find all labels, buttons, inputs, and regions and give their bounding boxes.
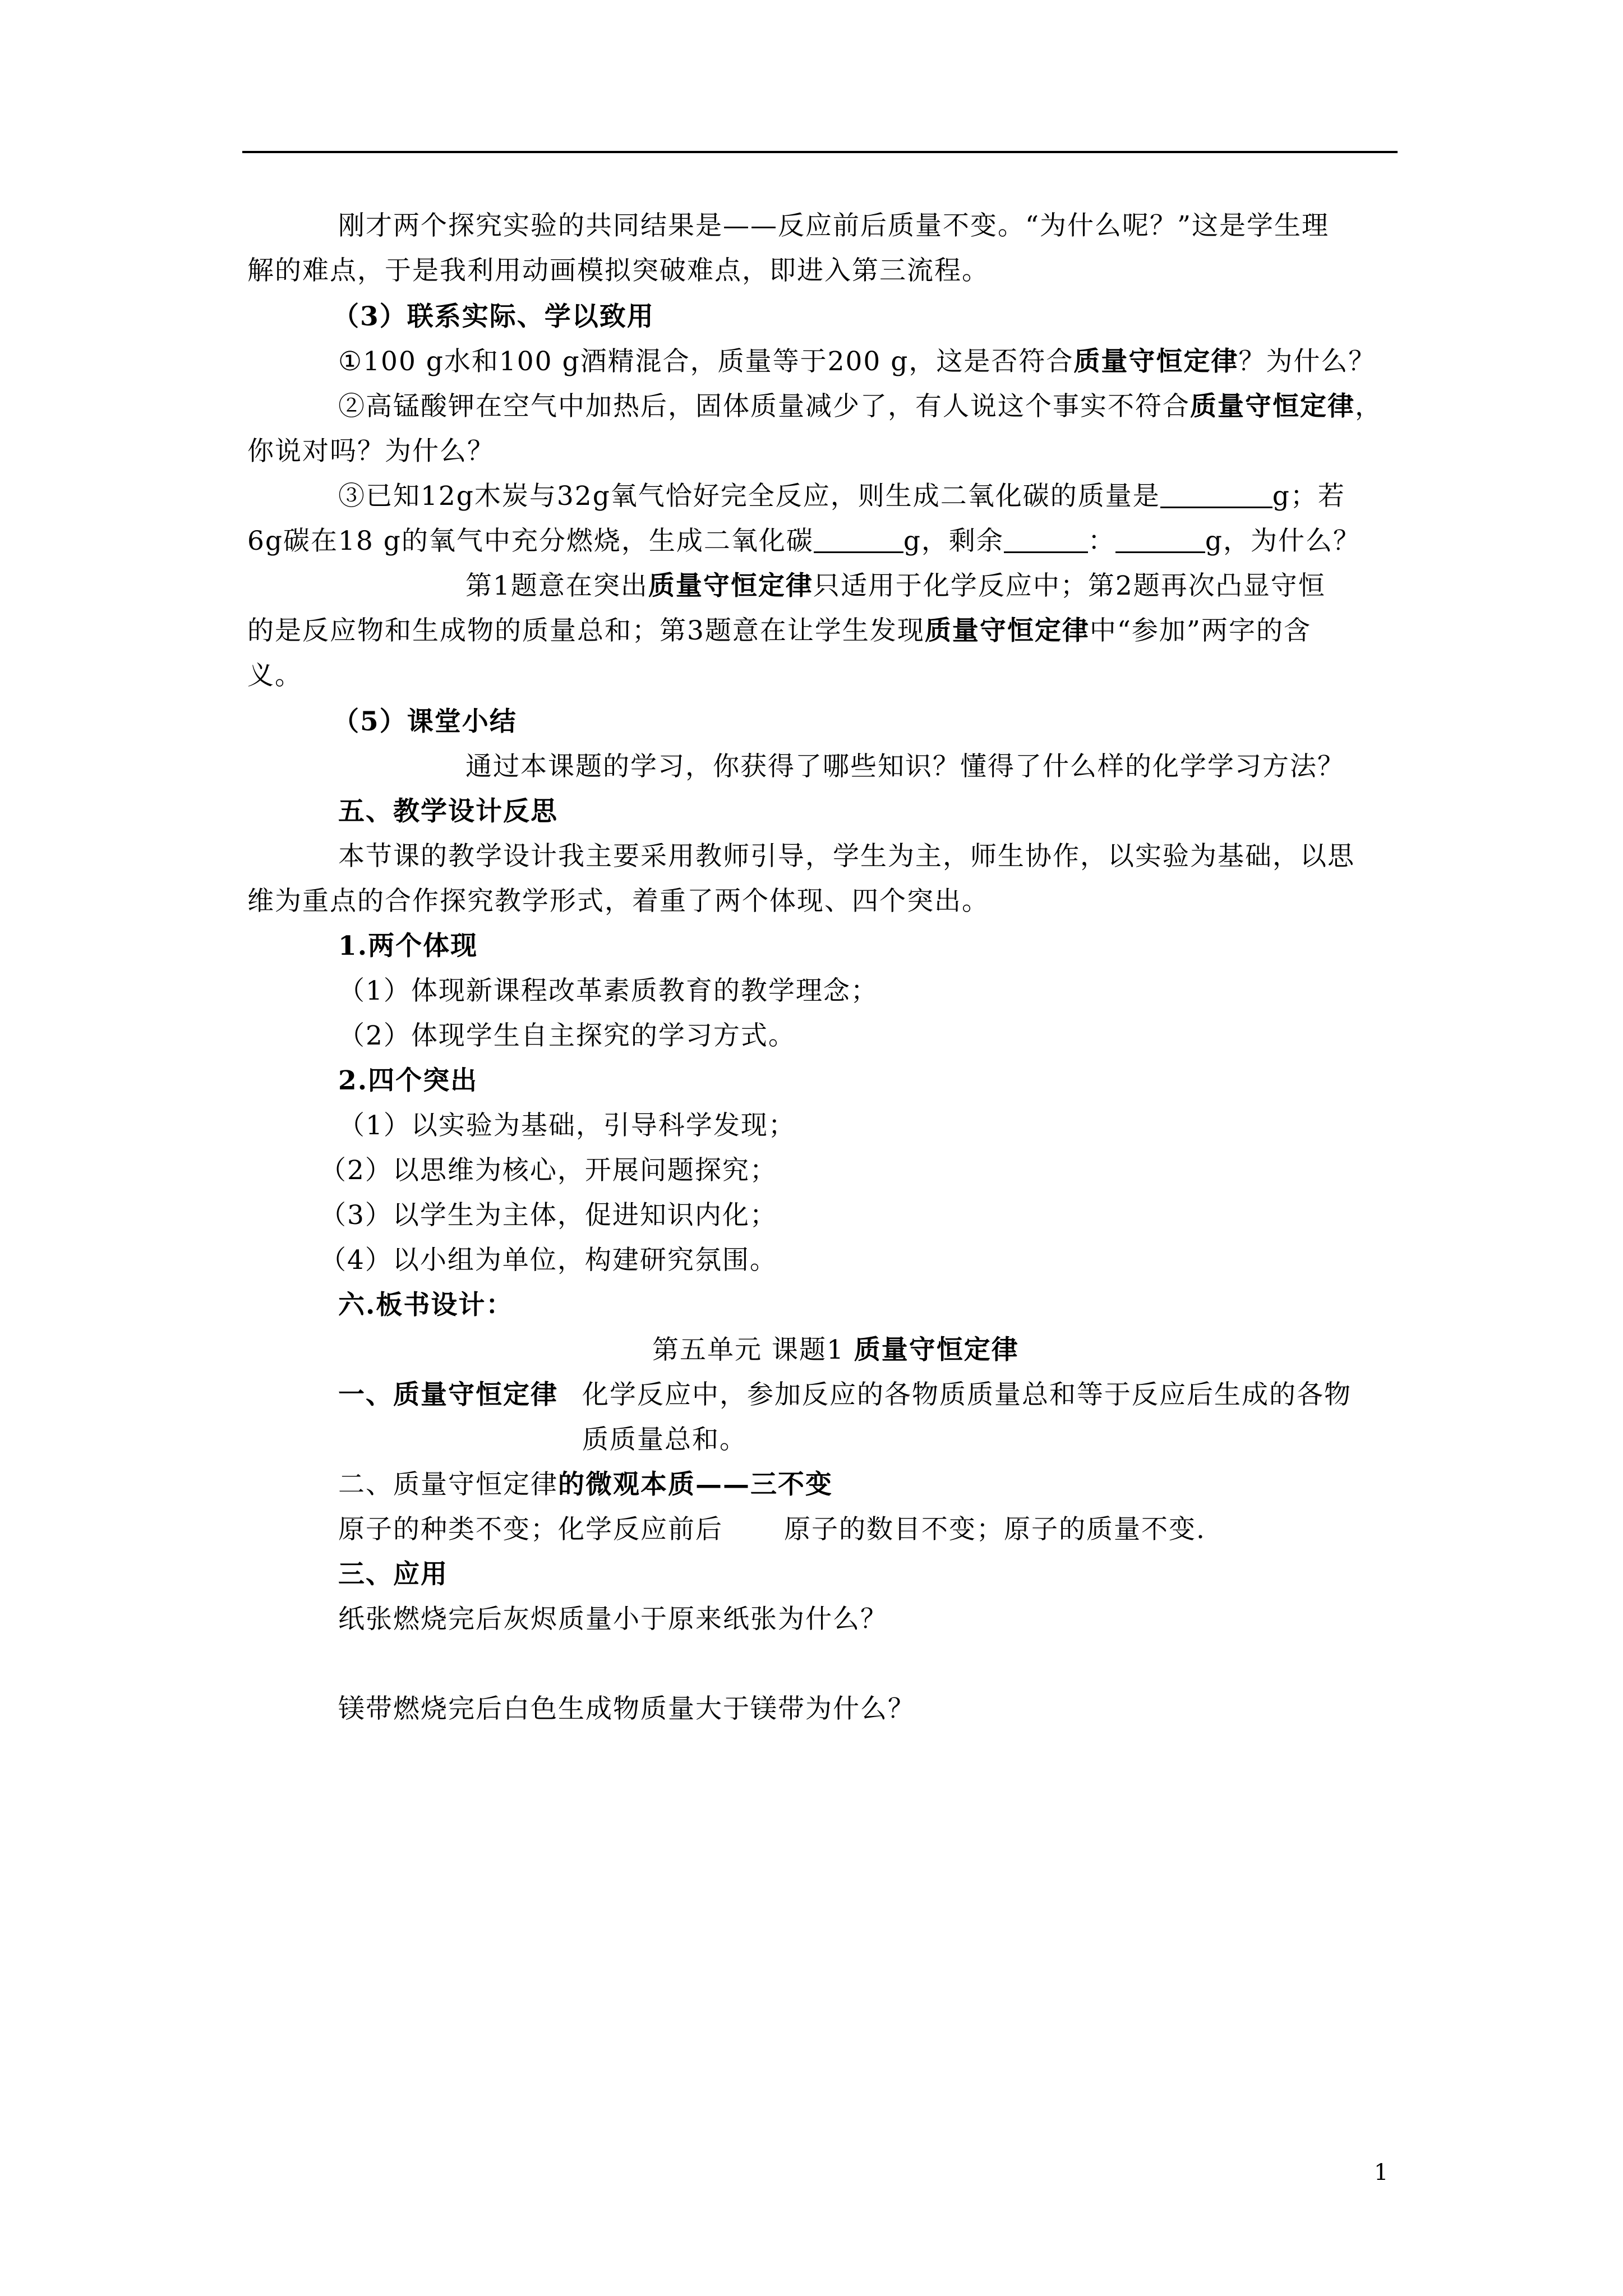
note-line — [247, 615, 1311, 647]
question-1 — [338, 346, 1376, 378]
board-title — [652, 1335, 1019, 1366]
section-heading: （3）联系实际、学以致用 — [333, 301, 654, 332]
question-3 — [338, 481, 1345, 512]
key-term: 质量守恒定律 — [924, 615, 1090, 646]
question-text: g；若 — [1272, 481, 1345, 512]
section-heading: （5）课堂小结 — [333, 706, 517, 737]
board-row-text: 质质量总和。 — [582, 1424, 747, 1455]
note-text: 第1题意在突出 — [465, 570, 648, 601]
question-text: ③已知12g木炭与32g氧气恰好完全反应，则生成二氧化碳的质量是 — [338, 481, 1160, 512]
board-row-text: 二、质量守恒定律 — [338, 1469, 558, 1500]
key-term: 质量守恒定律 — [648, 570, 813, 601]
answer-blank — [814, 529, 903, 553]
key-term: 质量守恒定律 — [1073, 346, 1239, 377]
list-item: （2）体现学生自主探究的学习方式。 — [338, 1020, 796, 1051]
board-row-text: 纸张燃烧完后灰烬质量小于原来纸张为什么？ — [338, 1604, 888, 1635]
question-text: ： — [1087, 526, 1115, 556]
list-item: （4）以小组为单位，构建研究氛围。 — [320, 1245, 777, 1276]
paragraph-line: 维为重点的合作探究教学形式，着重了两个体现、四个突出。 — [247, 886, 989, 917]
question-text: ， — [1355, 391, 1382, 422]
paragraph-line: 解的难点，于是我利用动画模拟突破难点，即进入第三流程。 — [247, 255, 989, 286]
board-row-text: 化学反应中，参加反应的各物质质量总和等于反应后生成的各物 — [582, 1379, 1352, 1410]
note-text: 中“参加”两字的含 — [1089, 615, 1311, 646]
board-row-emphasis: 的微观本质——三不变 — [558, 1469, 833, 1500]
page-number: 1 — [1374, 2160, 1389, 2185]
note-line: 义。 — [247, 660, 302, 691]
question-text: g，为什么？ — [1205, 526, 1361, 556]
list-item: （3）以学生为主体，促进知识内化； — [320, 1200, 777, 1231]
list-item: （1）体现新课程改革素质教育的教学理念； — [338, 976, 878, 1006]
board-row-heading: 三、应用 — [338, 1559, 448, 1590]
paragraph-line: 刚才两个探究实验的共同结果是——反应前后质量不变。“为什么呢？”这是学生理 — [338, 210, 1330, 241]
paragraph-line: 本节课的教学设计我主要采用教师引导，学生为主，师生协作，以实验为基础，以思 — [338, 841, 1355, 872]
note-text: 只适用于化学反应中；第2题再次凸显守恒 — [813, 570, 1326, 601]
board-row-label: 一、质量守恒定律 — [338, 1379, 558, 1410]
board-row — [338, 1469, 833, 1501]
note-line — [465, 570, 1326, 602]
section-heading: 五、教学设计反思 — [338, 796, 558, 827]
section-heading: 六.板书设计： — [338, 1290, 514, 1320]
board-row-text: 原子的数目不变；原子的质量不变. — [784, 1514, 1206, 1545]
subsection-heading: 1.两个体现 — [338, 931, 478, 961]
subsection-heading: 2.四个突出 — [338, 1065, 478, 1096]
board-title-prefix: 第五单元 课题1 — [652, 1335, 854, 1365]
header-rule — [242, 151, 1398, 153]
answer-blank — [1115, 529, 1205, 553]
paragraph-line: 通过本课题的学习，你获得了哪些知识？懂得了什么样的化学学习方法？ — [465, 751, 1345, 782]
list-item: （2）以思维为核心，开展问题探究； — [320, 1155, 777, 1186]
question-text: ①100 g水和100 g酒精混合，质量等于200 g，这是否符合 — [338, 346, 1074, 377]
board-title-main: 质量守恒定律 — [854, 1335, 1019, 1365]
answer-blank — [1160, 484, 1272, 508]
question-2-cont: 你说对吗？为什么？ — [247, 436, 495, 467]
question-3-cont — [247, 526, 1361, 557]
question-text: 6g碳在18 g的氧气中充分燃烧，生成二氧化碳 — [247, 526, 814, 556]
question-text: ？为什么？ — [1238, 346, 1376, 377]
question-text: ②高锰酸钾在空气中加热后，固体质量减少了，有人说这个事实不符合 — [338, 391, 1190, 422]
question-2 — [338, 391, 1382, 422]
answer-blank — [1004, 529, 1088, 553]
board-row-text: 原子的种类不变；化学反应前后 — [338, 1514, 723, 1545]
board-row-text: 镁带燃烧完后白色生成物质量大于镁带为什么？ — [338, 1694, 915, 1724]
list-item: （1）以实验为基础，引导科学发现； — [338, 1110, 796, 1141]
note-text: 的是反应物和生成物的质量总和；第3题意在让学生发现 — [247, 615, 925, 646]
question-text: g，剩余 — [903, 526, 1004, 556]
key-term: 质量守恒定律 — [1190, 391, 1355, 422]
